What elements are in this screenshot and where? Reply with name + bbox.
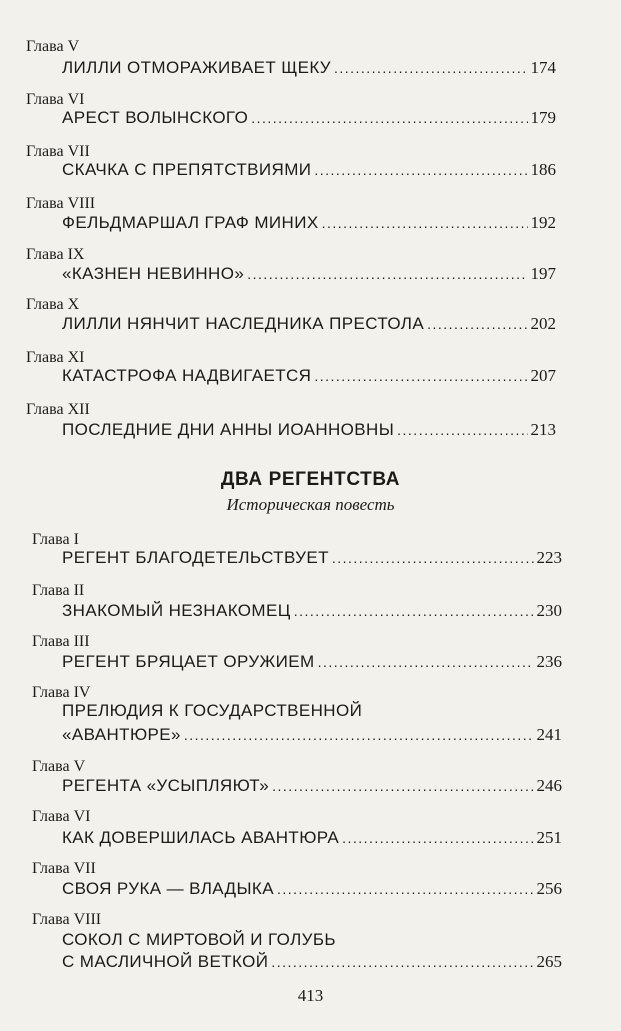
chapter-title: РЕГЕНТ БРЯЦАЕТ ОРУЖИЕМ xyxy=(62,652,315,671)
page-ref: 213 xyxy=(530,420,556,439)
dot-leader xyxy=(342,828,533,848)
chapter-title: «КАЗНЕН НЕВИННО» xyxy=(62,264,245,283)
page-ref: 230 xyxy=(536,601,562,620)
dot-leader xyxy=(397,420,527,440)
chapter-title: КАК ДОВЕРШИЛАСЬ АВАНТЮРА xyxy=(62,828,340,847)
page-ref: 236 xyxy=(536,652,562,671)
chapter-label: Глава VIII xyxy=(32,911,102,928)
chapter-label: Глава VII xyxy=(26,143,90,160)
chapter-label: Глава VII xyxy=(32,860,96,877)
chapter-label: Глава VI xyxy=(32,808,91,825)
chapter-label: Глава V xyxy=(32,758,86,775)
chapter-title: ЗНАКОМЫЙ НЕЗНАКОМЕЦ xyxy=(62,601,291,620)
dot-leader xyxy=(318,652,534,672)
page-ref: 246 xyxy=(536,776,562,795)
chapter-label: Глава II xyxy=(32,582,85,599)
page-ref: 174 xyxy=(530,58,556,77)
chapter-label: Глава XII xyxy=(26,401,90,418)
dot-leader xyxy=(427,314,527,334)
chapter-title-line xyxy=(62,314,556,334)
dot-leader xyxy=(184,725,534,745)
chapter-title: ФЕЛЬДМАРШАЛ ГРАФ МИНИХ xyxy=(62,213,319,232)
chapter-title-line xyxy=(62,264,556,284)
page-ref: 197 xyxy=(530,264,556,283)
chapter-title: С МАСЛИЧНОЙ ВЕТКОЙ xyxy=(62,952,269,971)
page-ref: 202 xyxy=(530,314,556,333)
dot-leader xyxy=(314,366,527,386)
chapter-title-line xyxy=(62,548,562,568)
chapter-title-line xyxy=(62,213,556,233)
chapter-label: Глава V xyxy=(26,38,80,55)
chapter-label: Глава IV xyxy=(32,684,91,701)
chapter-title-line xyxy=(62,366,556,386)
page-ref: 256 xyxy=(536,879,562,898)
chapter-title: АРЕСТ ВОЛЫНСКОГО xyxy=(62,108,249,127)
chapter-title: ЛИЛЛИ ОТМОРАЖИВАЕТ ЩЕКУ xyxy=(62,58,332,77)
chapter-title-line xyxy=(62,420,556,440)
dot-leader xyxy=(332,548,534,568)
chapter-title: КАТАСТРОФА НАДВИГАЕТСЯ xyxy=(62,366,312,385)
chapter-title: СКАЧКА С ПРЕПЯТСТВИЯМИ xyxy=(62,160,312,179)
dot-leader xyxy=(272,776,533,796)
chapter-title-line xyxy=(62,879,562,899)
chapter-title-line xyxy=(62,952,562,972)
page-ref: 207 xyxy=(530,366,556,385)
chapter-title-line xyxy=(62,701,562,721)
chapter-title-line xyxy=(62,725,562,745)
chapter-title-line xyxy=(62,58,556,78)
chapter-label: Глава VI xyxy=(26,91,85,108)
chapter-title: СОКОЛ С МИРТОВОЙ И ГОЛУБЬ xyxy=(62,930,336,949)
section-title: ДВА РЕГЕНТСТВА xyxy=(220,469,401,490)
section-subtitle: Историческая повесть xyxy=(226,495,395,514)
page-ref: 241 xyxy=(536,725,562,744)
chapter-label: Глава III xyxy=(32,633,90,650)
chapter-title-line xyxy=(62,160,556,180)
chapter-title: ЛИЛЛИ НЯНЧИТ НАСЛЕДНИКА ПРЕСТОЛА xyxy=(62,314,425,333)
chapter-title-line xyxy=(62,776,562,796)
chapter-title-line xyxy=(62,828,562,848)
page-ref: 251 xyxy=(536,828,562,847)
dot-leader xyxy=(314,160,527,180)
chapter-title: ПРЕЛЮДИЯ К ГОСУДАРСТВЕННОЙ xyxy=(62,701,363,720)
dot-leader xyxy=(334,58,527,78)
dot-leader xyxy=(322,213,528,233)
chapter-title: СВОЯ РУКА — ВЛАДЫКА xyxy=(62,879,274,898)
dot-leader xyxy=(247,264,527,284)
chapter-title-line xyxy=(62,652,562,672)
dot-leader xyxy=(251,108,527,128)
chapter-title-line xyxy=(62,601,562,621)
dot-leader xyxy=(294,601,534,621)
dot-leader xyxy=(271,952,533,972)
chapter-label: Глава IX xyxy=(26,246,85,263)
page-ref: 186 xyxy=(530,160,556,179)
chapter-label: Глава XI xyxy=(26,349,85,366)
chapter-title-line xyxy=(62,930,562,950)
chapter-title: РЕГЕНТА «УСЫПЛЯЮТ» xyxy=(62,776,270,795)
chapter-title: РЕГЕНТ БЛАГОДЕТЕЛЬСТВУЕТ xyxy=(62,548,329,567)
page-ref: 192 xyxy=(530,213,556,232)
chapter-title-line xyxy=(62,108,556,128)
page-ref: 223 xyxy=(536,548,562,567)
chapter-title: ПОСЛЕДНИЕ ДНИ АННЫ ИОАННОВНЫ xyxy=(62,420,395,439)
chapter-title: «АВАНТЮРЕ» xyxy=(62,725,181,744)
chapter-label: Глава X xyxy=(26,296,80,313)
chapter-label: Глава I xyxy=(32,531,79,548)
dot-leader xyxy=(277,879,534,899)
chapter-label: Глава VIII xyxy=(26,195,96,212)
page-ref: 179 xyxy=(530,108,556,127)
page-ref: 265 xyxy=(536,952,562,971)
page-number: 413 xyxy=(297,986,324,1005)
